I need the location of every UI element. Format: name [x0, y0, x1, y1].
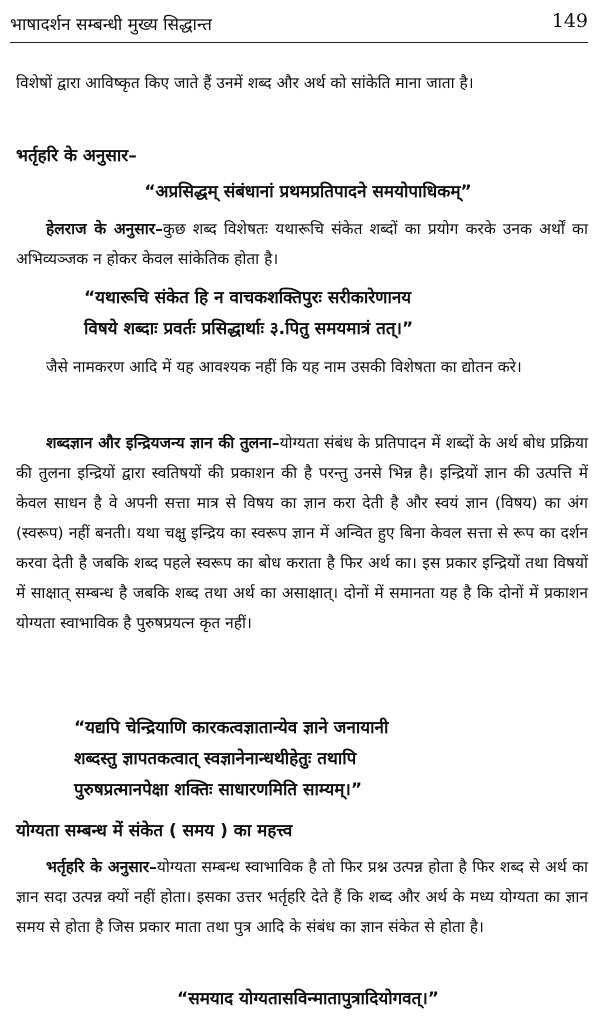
paragraph-lead-helaraj: हेलराज के अनुसार– [46, 220, 163, 238]
quotation-2-line-1: “यथारूचि संकेत हि न वाचकशक्तिपुरः सरीकारेणानय [84, 288, 412, 308]
header-rule [10, 42, 588, 43]
section-heading-samaya: योग्यता सम्बन्ध में संकेत ( समय ) का महत्त्व [16, 821, 293, 841]
paragraph-lead-bhartrihari: भर्तृहरि के अनुसार– [46, 858, 157, 876]
running-head: भाषादर्शन सम्बन्धी मुख्य सिद्धान्त [10, 15, 212, 35]
paragraph-text-comparison: योग्यता संबंध के प्रतिपादन में शब्दों के अर्थ बोध प्रक्रिया की तुलना इन्द्रियों द्वारा स्वतिषयों की प्रकाशन की है परन्तु उनसे भिन्न है। इन्द्रियों ज्ञान की उत्पत्ति में केवल साधन है वे अपनी सत्ता मात्र से विषय का ज्ञान करा देती है और स्वयं ज्ञान (विषय) का अंग (स्वरूप) नहीं बनती। यथा चक्षु इन्द्रिय का स्वरूप ज्ञान में अन्वित हुए बिना केवल सत्ता से रूप का दर्शन करवा देती है जबकि शब्द पहले स्वरूप का बोध कराता है फिर अर्थ का। इस प्रकार इन्द्रियों तथा विषयों में साक्षात् सम्बन्ध है जबकि शब्द तथा अर्थ का असाक्षात्। दोनों में समानता यह है कि दोनों में प्रकाशन योग्यता स्वाभाविक है पुरुषप्रयत्न कृत नहीं। [16, 434, 589, 632]
quotation-2-line-2: विषये शब्दाः प्रवर्तः प्रसिद्धार्थाः ३.पितु समयमात्रं तत्।” [84, 319, 414, 339]
quotation-3 [74, 713, 580, 806]
quotation-4: “समयाद योग्यतासविन्मातापुत्रादियोगवत्।” [177, 989, 439, 1009]
paragraph-text-helaraj: कुछ शब्द विशेषतः यथारूचि संकेत शब्दों का प्रयोग करके उनक अर्थों का अभिव्यञ्जक न होकर केवल सांकेतिक होता है। [16, 220, 588, 268]
quotation-3-line-2: शब्दस्तु ज्ञापतकत्वात् स्वज्ञानेनान्धथीहेतुः तथापि [74, 749, 357, 769]
quotation-3-line-1: “यद्यपि चेन्द्रियाणि कारकत्वज्ञातान्येव ज्ञाने जनायानी [74, 718, 389, 738]
quotation-2 [84, 283, 580, 345]
paragraph-naming: जैसे नामकरण आदि में यह आवश्यक नहीं कि यह नाम उसकी विशेषता का द्योतन करे। [46, 358, 522, 376]
paragraph-bhartrihari-answer [16, 852, 588, 942]
paragraph-text-bhartrihari: योग्यता सम्बन्ध स्वाभाविक है तो फिर प्रश्न उत्पन्न होता है फिर शब्द से अर्थ का ज्ञान सदा उत्पन्न क्यों नहीं होता। इसका उत्तर भर्तृहरि देते हैं कि शब्द और अर्थ के मध्य योग्यता का ज्ञान समय से होता है जिस प्रकार माता तथा पुत्र आदि के संबंध का ज्ञान संकेत से होता है। [16, 858, 588, 936]
paragraph-lead-comparison: शब्दज्ञान और इन्द्रियजन्य ज्ञान की तुलना– [46, 434, 280, 452]
page-header [10, 8, 588, 40]
paragraph-continuation: विशेषों द्वारा आविष्कृत किए जाते हैं उनमें शब्द और अर्थ को सांकेति माना जाता है। [16, 74, 474, 92]
paragraph-comparison [16, 428, 588, 638]
section-heading-bhartrihari: भर्तृहरि के अनुसार– [16, 146, 137, 166]
quotation-1: “अप्रसिद्धम् संबंधानां प्रथमप्रतिपादने समयोपाधिकम्” [144, 182, 472, 202]
page-number: 149 [551, 10, 588, 32]
paragraph-helaraj [16, 214, 588, 274]
quotation-3-line-3: पुरुषप्रत्मानपेक्षा शक्तिः साधारणमिति साम्यम्।” [74, 780, 363, 800]
